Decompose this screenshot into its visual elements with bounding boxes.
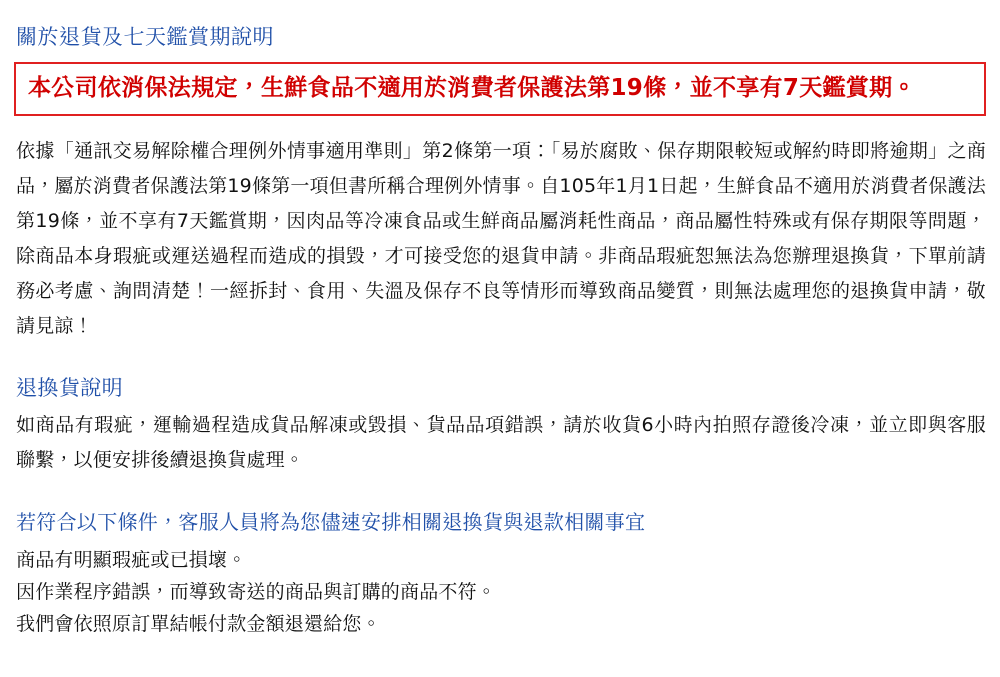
condition-item: 因作業程序錯誤，而導致寄送的商品與訂購的商品不符。	[16, 581, 497, 603]
return-policy-heading: 關於退貨及七天鑑賞期說明	[16, 25, 274, 49]
condition-item: 我們會依照原訂單結帳付款金額退還給您。	[16, 613, 381, 635]
conditions-heading: 若符合以下條件，客服人員將為您儘速安排相關退換貨與退款相關事宜	[16, 510, 646, 534]
condition-item: 商品有明顯瑕疵或已損壞。	[16, 549, 247, 571]
exchange-policy-heading: 退換貨說明	[16, 376, 123, 400]
red-notice-box	[14, 62, 986, 116]
spacer-2	[14, 484, 986, 506]
spacer	[14, 350, 986, 372]
return-policy-paragraph: 依據「通訊交易解除權合理例外情事適用準則」第2條第一項：「易於腐敗、保存期限較短或解約時即將逾期」之商品，屬於消費者保護法第19條第一項但書所稱合理例外情事。自105年1月1日起，生鮮食品不適用於消費者保護法第19條，並不享有7天鑑賞期，因肉品等冷凍食品或生鮮商品屬消耗性商品，商品屬性特殊或有保存期限等問題，除商品本身瑕疵或運送過程而造成的損毀，才可接受您的退貨申請。非商品瑕疵恕無法為您辦理退換貨，下單前請務必考慮、詢問清楚！一經拆封、食用、失溫及保存不良等情形而導致商品變質，則無法處理您的退換貨申請，敬請見諒！	[16, 140, 986, 337]
red-notice-text: 本公司依消保法規定，生鮮食品不適用於消費者保護法第19條，並不享有7天鑑賞期。	[28, 75, 916, 101]
exchange-policy-paragraph: 如商品有瑕疵，運輸過程造成貨品解凍或毀損、貨品品項錯誤，請於收貨6小時內拍照存證後冷凍，並立即與客服聯繫，以便安排後續退換貨處理。	[16, 414, 986, 471]
